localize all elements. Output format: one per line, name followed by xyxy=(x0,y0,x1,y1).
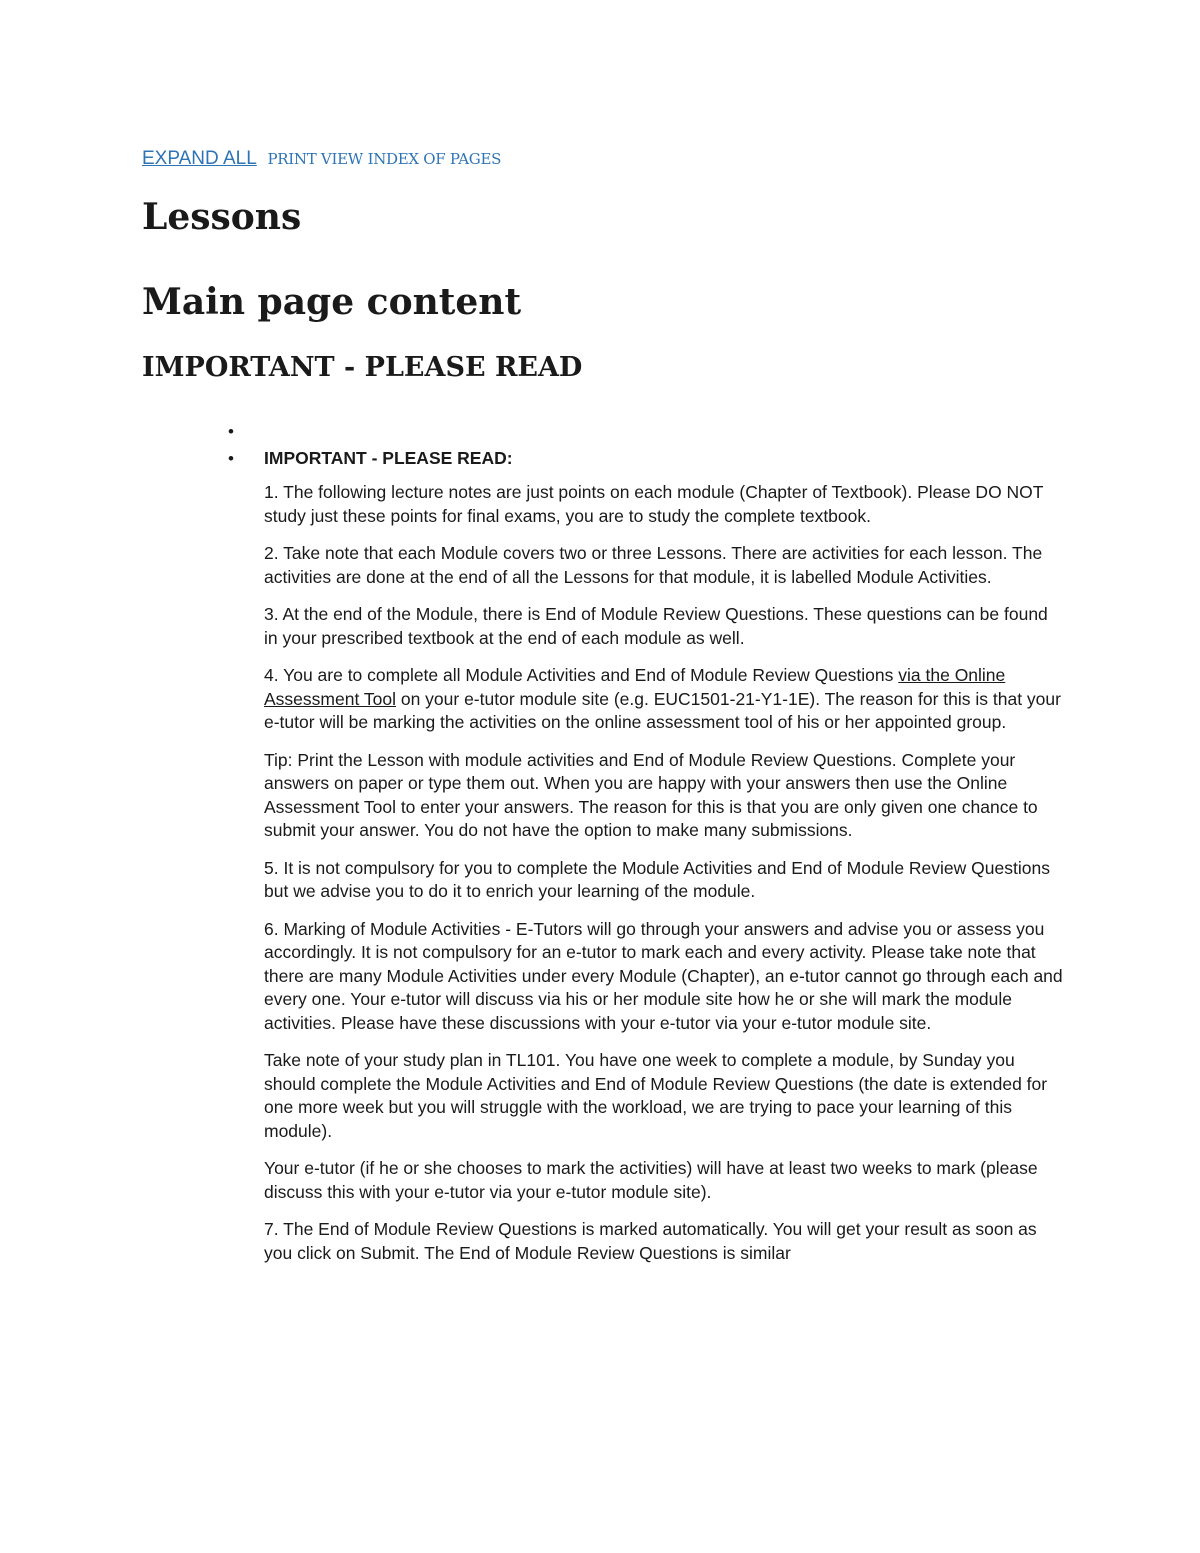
paragraph-3: 3. At the end of the Module, there is End of Module Review Questions. These questions can be found in your prescribed textbook at the end of each module as well. xyxy=(264,604,1048,648)
index-of-pages-link[interactable]: INDEX OF PAGES xyxy=(367,150,502,168)
list-item-important xyxy=(228,447,1064,481)
bullet-icon: • xyxy=(228,422,234,441)
paragraph-4-text-end: on your e-tutor module site (e.g. EUC1501-21-Y1-1E). The reason for this is that your e-tutor will be marking the activities on the online assessment tool of his or her appointed group. xyxy=(264,688,1061,732)
expand-all-link[interactable]: EXPAND ALL xyxy=(142,148,257,169)
paragraph-4-text-start: 4. You are to complete all Module Activities and End of Module Review Questions xyxy=(264,665,899,685)
top-navigation xyxy=(142,148,501,170)
print-view-link[interactable]: PRINT VIEW xyxy=(267,150,363,168)
study-plan-paragraph: Take note of your study plan in TL101. You have one week to complete a module, by Sunday you should complete the Module Activities and End of Module Review Questions (the date is extended for one more week but you will struggle with the workload, we are trying to pace your learning of this module). xyxy=(264,1050,1048,1141)
tip-paragraph: Tip: Print the Lesson with module activities and End of Module Review Questions. Complete your answers on paper or type them out. When you are happy with your answers then use the Online Assessment Tool to enter your answers. The reason for this is that you are only given one chance to submit your answer. You do not have the option to make many submissions. xyxy=(264,749,1038,840)
bullet-icon: • xyxy=(228,449,234,468)
paragraph-4 xyxy=(264,664,1064,735)
paragraph-1: 1. The following lecture notes are just points on each module (Chapter of Textbook). Please DO NOT study just these points for final exams, you are to study the complete textbook. xyxy=(264,482,1044,526)
important-label: IMPORTANT - PLEASE READ: xyxy=(264,448,513,468)
page-title: Lessons xyxy=(142,196,302,238)
paragraph-6: 6. Marking of Module Activities - E-Tutors will go through your answers and advise you or assess you accordingly. It is not compulsory for an e-tutor to mark each and every activity. Please take note that there are many Module Activities under every Module (Chapter), an e-tutor cannot go through each and every one. Your e-tutor will discuss via his or her module site how he or she will mark the module activities. Please have these discussions with your e-tutor via your e-tutor module site. xyxy=(264,918,1063,1033)
main-content-heading: Main page content xyxy=(142,281,522,323)
etutor-paragraph: Your e-tutor (if he or she chooses to mark the activities) will have at least two weeks to mark (please discuss this with your e-tutor via your e-tutor module site). xyxy=(264,1158,1038,1202)
paragraph-7: 7. The End of Module Review Questions is marked automatically. You will get your result as soon as you click on Submit. The End of Module Review Questions is similar xyxy=(264,1219,1037,1263)
paragraph-2: 2. Take note that each Module covers two or three Lessons. There are activities for each lesson. The activities are done at the end of all the Lessons for that module, it is labelled Module Activities. xyxy=(264,543,1043,587)
important-heading: IMPORTANT - PLEASE READ xyxy=(142,352,583,383)
list-item-empty xyxy=(228,420,1064,447)
online-assessment-tool-link[interactable]: via the Online Assessment Tool xyxy=(264,665,1006,709)
paragraph-5: 5. It is not compulsory for you to complete the Module Activities and End of Module Review Questions but we advise you to do it to enrich your learning of the module. xyxy=(264,857,1050,901)
important-list xyxy=(228,420,1064,1279)
